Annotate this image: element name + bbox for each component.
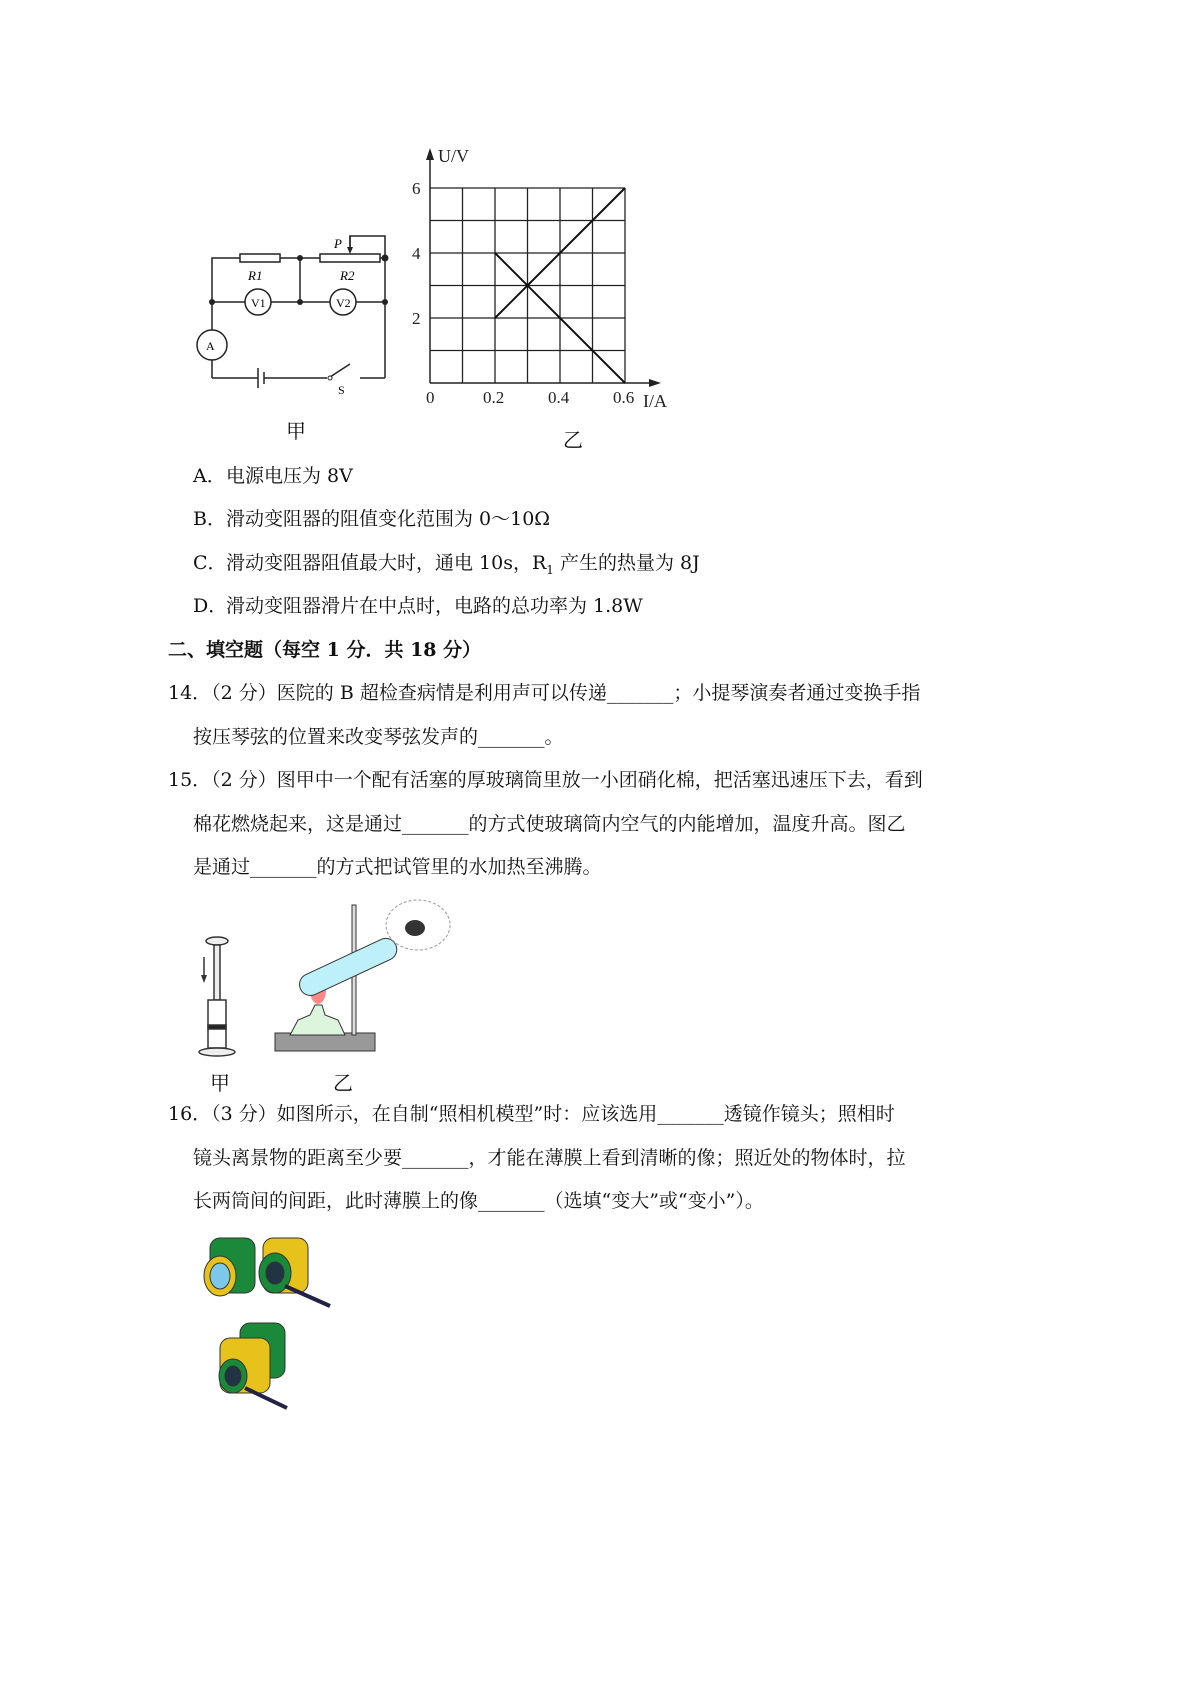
heating-setup — [275, 900, 450, 1051]
option-label: B． — [193, 508, 226, 530]
option-text — [226, 551, 700, 582]
y-axis-label: U/V — [438, 146, 469, 166]
x-tick-label: 0.2 — [483, 388, 505, 407]
option-text: 滑动变阻器滑片在中点时，电路的总功率为 1.8W — [226, 595, 643, 617]
y-tick-label: 2 — [412, 309, 421, 328]
x-axis-label: I/A — [643, 391, 667, 411]
q16-line: 16．（3 分）如图所示，在自制“照相机模型”时：应该选用_______透镜作镜头；照相时 — [168, 1103, 895, 1125]
r2-label: R2 — [340, 268, 355, 283]
option-label: C． — [193, 552, 227, 574]
q16-line: 长两筒间的间距，此时薄膜上的像_______（选填“变大”或“变小”）。 — [193, 1190, 764, 1212]
q16-line: 镜头离景物的距离至少要_______，才能在薄膜上看到清晰的像；照近处的物体时，拉 — [193, 1147, 906, 1169]
p-label: P — [334, 236, 342, 251]
r1-label: R1 — [248, 268, 263, 283]
ammeter-label: A — [206, 339, 215, 353]
option-text-post: 产生的热量为 8J — [553, 552, 700, 574]
section-heading: 二、填空题（每空 1 分．共 18 分） — [168, 639, 482, 661]
option-text: 电源电压为 8V — [226, 465, 353, 487]
switch-label: S — [338, 383, 345, 397]
x-tick-label: 0 — [426, 388, 435, 407]
y-tick-label: 6 — [412, 179, 421, 198]
y-axis-arrow — [426, 148, 434, 160]
option-label: D． — [193, 595, 228, 617]
x-axis-arrow — [649, 379, 661, 387]
experiment-figure — [190, 895, 470, 1065]
ui-graph — [400, 140, 690, 420]
v1-label: V1 — [251, 296, 266, 310]
option-text: 滑动变阻器的阻值变化范围为 0～10Ω — [226, 508, 551, 530]
q15-line: 是通过_______的方式把试管里的水加热至沸腾。 — [193, 856, 602, 878]
x-tick-label: 0.6 — [613, 388, 635, 407]
v2-label: V2 — [336, 296, 351, 310]
piston-cylinder — [199, 937, 235, 1056]
x-tick-label: 0.4 — [548, 388, 570, 407]
q15-line: 棉花燃烧起来，这是通过_______的方式使玻璃筒内空气的内能增加，温度升高。图乙 — [193, 813, 906, 835]
camera-model-image — [195, 1228, 345, 1418]
q14-line: 14．（2 分）医院的 B 超检查病情是利用声可以传递_______；小提琴演奏者通过变换手指 — [168, 682, 921, 704]
option-text-pre: 滑动变阻器阻值最大时，通电 10s，R — [226, 552, 547, 574]
y-tick-label: 4 — [412, 244, 421, 263]
piston-caption: 甲 — [210, 1071, 230, 1095]
subscript: 1 — [546, 562, 554, 577]
circuit-caption: 甲 — [286, 419, 306, 443]
heating-caption: 乙 — [333, 1071, 353, 1095]
graph-caption: 乙 — [563, 428, 583, 452]
q15-line: 15．（2 分）图甲中一个配有活塞的厚玻璃筒里放一小团硝化棉，把活塞迅速压下去，看到 — [168, 769, 923, 791]
option-label: A． — [193, 465, 226, 487]
q14-line: 按压琴弦的位置来改变琴弦发声的_______。 — [193, 726, 564, 748]
circuit-diagram — [190, 220, 410, 410]
